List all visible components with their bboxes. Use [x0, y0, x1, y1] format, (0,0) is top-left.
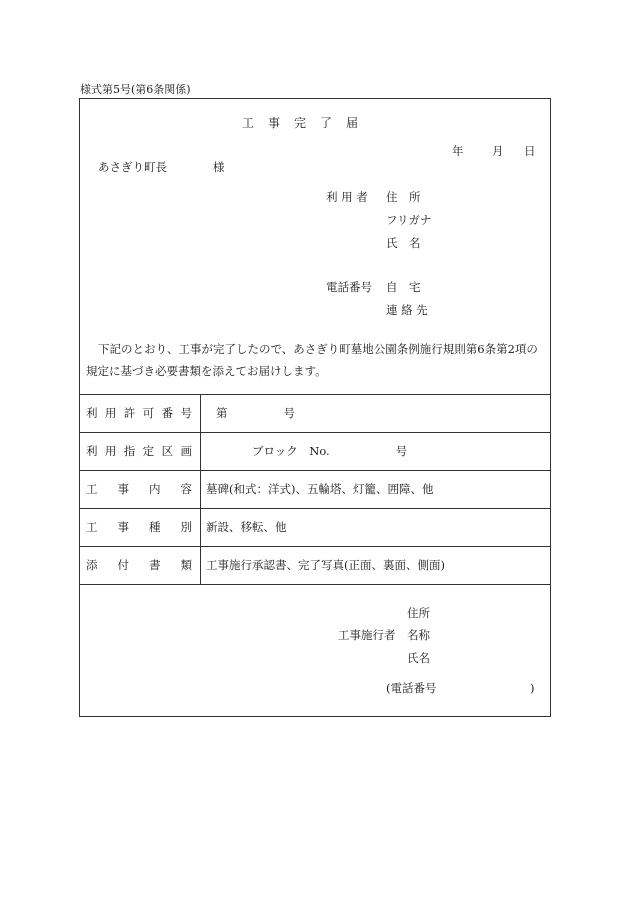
column-divider: [200, 394, 201, 584]
row-label-work-type: [80, 508, 200, 546]
plot-number-suffix: 号: [395, 444, 408, 458]
plot-value: [206, 432, 546, 470]
label-char: 別: [180, 520, 192, 534]
phone-home-label: 自 宅: [386, 280, 421, 294]
permit-number-value: [206, 394, 546, 432]
attachments-value: 工事施行承認書、完了写真(正面、裏面、側面): [206, 558, 445, 572]
form-title: 工 事 完 了 届: [242, 116, 360, 130]
contractor-heading: 工事施行者: [338, 628, 396, 642]
label-char: 可: [142, 406, 155, 420]
notice-line-1: 下記のとおり、工事が完了したので、あさぎり町墓地公園条例施行規則第6条第2項の: [98, 342, 538, 356]
applicant-heading: 利 用 者: [326, 190, 368, 204]
contractor-address-label: 住所: [407, 606, 430, 620]
phone-contact-label: 連 絡 先: [386, 303, 428, 317]
form-number-label: 様式第5号(第6条関係): [80, 83, 191, 96]
notice-text: [86, 338, 548, 382]
label-char: 種: [149, 520, 161, 534]
addressee: あさぎり町長: [98, 160, 167, 174]
contractor-phone-close: ): [530, 681, 535, 695]
label-char: 工: [86, 482, 98, 496]
label-char: 番: [161, 406, 174, 420]
label-char: 区: [161, 444, 174, 458]
label-char: 利: [86, 444, 98, 458]
label-char: 書: [149, 558, 161, 572]
label-char: 容: [180, 482, 192, 496]
work-type-value: 新設、移転、他: [206, 520, 287, 534]
label-char: 定: [142, 444, 155, 458]
label-char: 利: [86, 406, 98, 420]
notice-line-2: 規定に基づき必要書類を添えてお届けします。: [86, 364, 327, 378]
permit-number-suffix: 号: [283, 406, 295, 420]
work-content-value: 墓碑(和式：洋式)、五輪塔、灯籠、囲障、他: [206, 482, 434, 496]
addressee-honorific: 様: [213, 160, 225, 174]
permit-number-prefix: 第: [216, 406, 228, 420]
label-char: 号: [180, 406, 192, 420]
label-char: 許: [123, 406, 136, 420]
label-char: 事: [117, 520, 129, 534]
applicant-furigana-label: フリガナ: [386, 213, 432, 227]
label-char: 内: [149, 482, 161, 496]
applicant-name-label: 氏 名: [386, 236, 421, 250]
plot-block-label: ブロック No.: [252, 444, 330, 458]
row-label-attachments: [80, 546, 200, 584]
row-label-plot: [80, 432, 200, 470]
label-char: 工: [86, 520, 98, 534]
contractor-name-label: 氏名: [407, 651, 430, 665]
completion-notice-form: [79, 98, 551, 717]
label-char: 用: [104, 406, 117, 420]
phone-heading: 電話番号: [326, 280, 372, 294]
label-char: 用: [104, 444, 117, 458]
label-char: 添: [86, 558, 98, 572]
label-char: 画: [180, 444, 192, 458]
date-year: 年: [452, 144, 464, 158]
row-label-work-content: [80, 470, 200, 508]
applicant-address-label: 住 所: [386, 190, 421, 204]
divider: [80, 584, 550, 585]
row-label-permit-number: [80, 394, 200, 432]
label-char: 指: [123, 444, 136, 458]
label-char: 事: [117, 482, 129, 496]
label-char: 付: [117, 558, 129, 572]
date-day: 日: [524, 144, 536, 158]
contractor-company-label: 名称: [407, 628, 430, 642]
date-month: 月: [492, 144, 504, 158]
label-char: 類: [180, 558, 192, 572]
contractor-phone-label: (電話番号: [386, 681, 437, 695]
